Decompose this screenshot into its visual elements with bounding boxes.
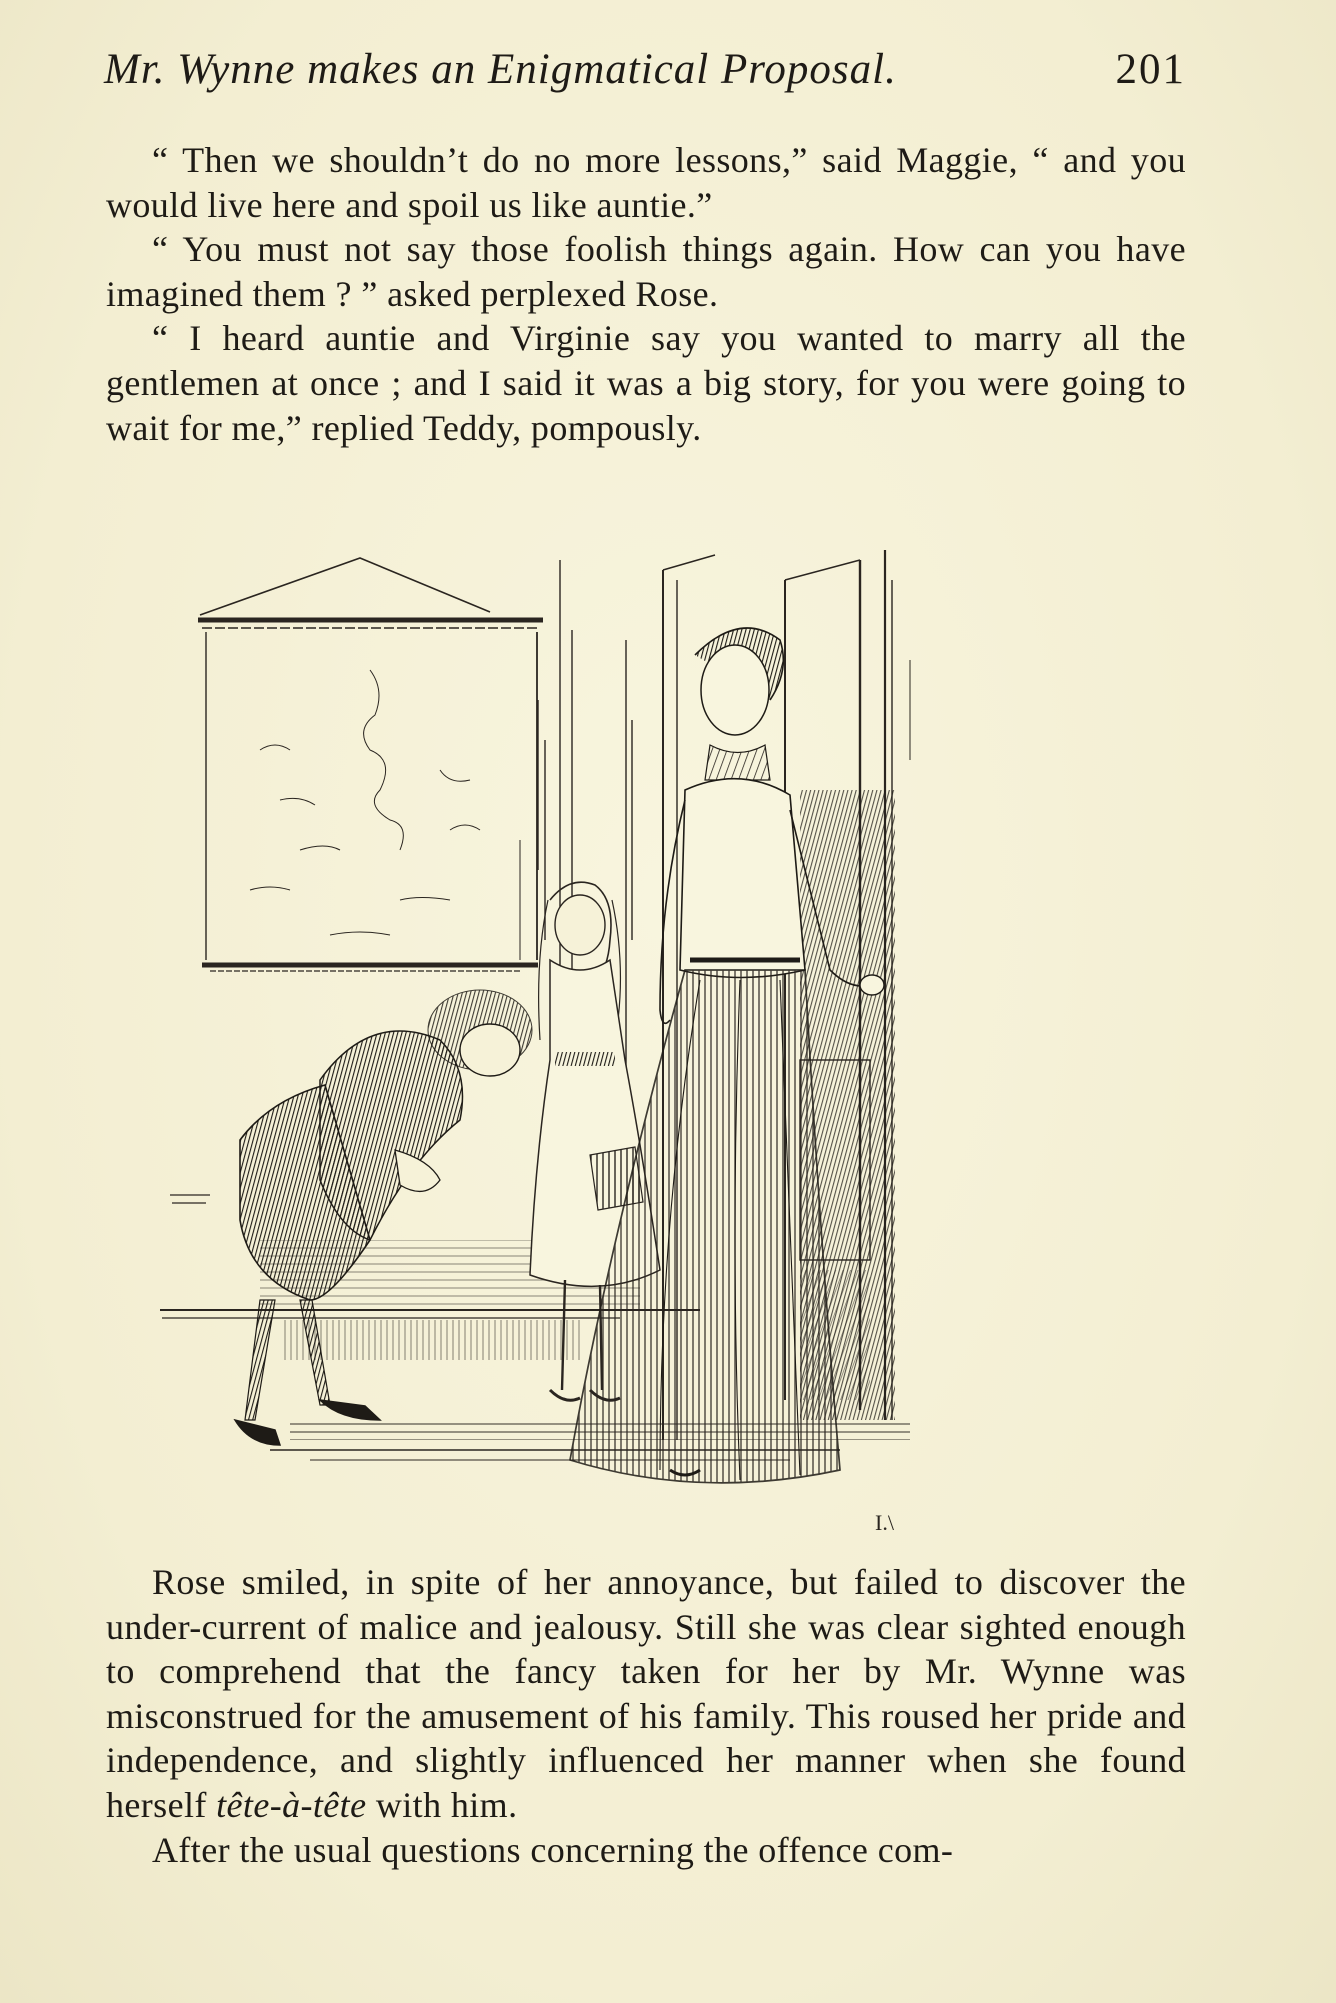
paragraph-maggie: “ Then we shouldn’t do no more lessons,” said Maggie, “ and you would live here and spoil us like auntie.” bbox=[106, 140, 1186, 225]
artist-signature: I.\ bbox=[875, 1510, 894, 1535]
wall-map bbox=[198, 558, 543, 971]
top-text-block bbox=[106, 138, 1186, 450]
paragraph-after-questions: After the usual questions concerning the offence com- bbox=[152, 1829, 954, 1870]
bottom-text-block bbox=[106, 1560, 1186, 1872]
paragraph-rose-smiled-start: Rose smiled, in spite of her annoyance, but failed to discover the under-current of malice and jealousy. Still she was clear sighted enough to comprehend that the fancy taken for her by Mr. Wynne was misconstrued for the amusement of his family. This roused her pride and independence, and slightly influenced her manner when she found herself bbox=[106, 1562, 1186, 1825]
paragraph-rose: “ You must not say those foolish things again. How can you have imagined them ? ” asked perplexed Rose. bbox=[106, 229, 1186, 314]
page-number: 201 bbox=[1115, 46, 1186, 93]
paragraph-teddy: “ I heard auntie and Virginie say you wanted to marry all the gentlemen at once ; and I said it was a big story, for you were going to wait for me,” replied Teddy, pompously. bbox=[106, 318, 1186, 448]
boy-figure bbox=[235, 990, 532, 1445]
italic-tete-a-tete: tête-à-tête bbox=[216, 1784, 367, 1825]
paragraph-rose-smiled bbox=[106, 1560, 1186, 1828]
running-head bbox=[104, 40, 1186, 100]
chapter-title: Mr. Wynne makes an Enigmatical Proposal. bbox=[104, 46, 897, 93]
paragraph-rose-smiled-end: with him. bbox=[366, 1784, 518, 1825]
illustration-drawing bbox=[140, 540, 1170, 1540]
illustration bbox=[140, 540, 1170, 1540]
